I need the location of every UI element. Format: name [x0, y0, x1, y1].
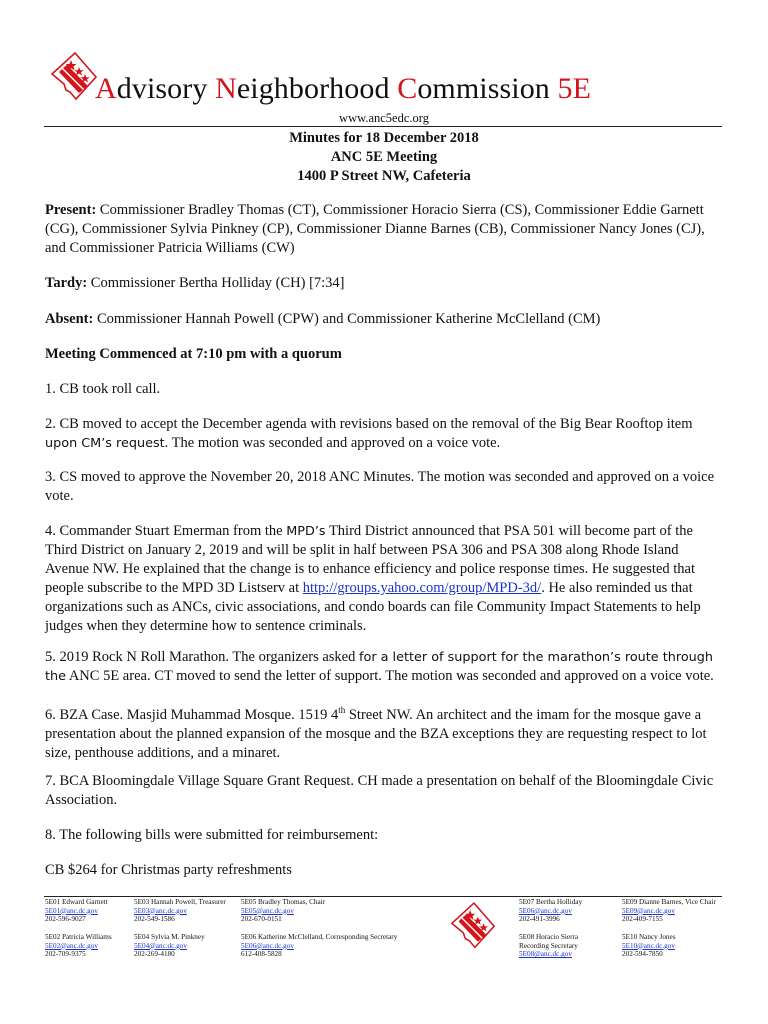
footer-commissioner: 5E09 Dianne Barnes, Vice Chair 5E09@anc.dc.gov 202-409-7155 — [622, 898, 716, 924]
email-link[interactable]: 5E04@anc.dc.gov — [134, 941, 187, 950]
commission-title: Advisory Neighborhood Commission 5E — [95, 72, 592, 105]
email-link[interactable]: 5E05@anc.dc.gov — [241, 906, 294, 915]
item-5: 5. 2019 Rock N Roll Marathon. The organizers asked for a letter of support for the marathon’s route through the ANC 5E area. CT moved to send the letter of support. The motion was seconded and approved on a voice vote. — [45, 649, 714, 684]
email-link[interactable]: 5E03@anc.dc.gov — [134, 906, 187, 915]
email-link[interactable]: 5E09@anc.dc.gov — [622, 906, 675, 915]
item-6: 6. BZA Case. Masjid Muhammad Mosque. 1519 4th Street NW. An architect and the imam for the mosque gave a presentation about the planned expansion of the mosque and the BZA exceptions they are requesting respect to lot size, penthouse additions, and a minaret. — [45, 705, 707, 761]
item-7: 7. BCA Bloomingdale Village Square Grant Request. CH made a presentation on behalf of the Bloomingdale Civic Association. — [45, 773, 714, 808]
footer-commissioner: 5E04 Sylvia M. Pinkney 5E04@anc.dc.gov 202-269-4180 — [134, 933, 205, 959]
bill-item: CB $264 for Christmas party refreshments — [45, 862, 292, 878]
meeting-name: ANC 5E Meeting — [330, 149, 438, 165]
tardy-paragraph: Tardy: Commissioner Bertha Holliday (CH) [7:34] — [45, 275, 345, 291]
footer-commissioner: 5E02 Patricia Williams 5E02@anc.dc.gov 202-709-9375 — [45, 933, 112, 959]
email-link[interactable]: 5E06@anc.dc.gov — [241, 941, 294, 950]
item-1: 1. CB took roll call. — [45, 381, 161, 397]
minutes-title: Minutes for 18 December 2018 — [289, 130, 479, 146]
footer-commissioner: 5E03 Hannah Powell, Treasurer 5E03@anc.dc.gov 202-549-1586 — [134, 898, 226, 924]
footer-commissioner: 5E10 Nancy Jones 5E10@anc.dc.gov 202-594-7850 — [622, 933, 676, 959]
email-link[interactable]: 5E01@anc.dc.gov — [45, 906, 98, 915]
dc-flag-map-logo — [48, 52, 100, 112]
meeting-commenced: Meeting Commenced at 7:10 pm with a quorum — [45, 346, 342, 362]
item-4: 4. Commander Stuart Emerman from the MPD’s Third District announced that PSA 501 will become part of the Third District on January 2, 2019 and will be split in half between PSA 306 and PSA 308 along Rhode Island Avenue NW. He explained that the change is to enhance efficiency and police response times. He suggested that people subscribe to the MPD 3D Listserv at http://groups.yahoo.com/group/MPD-3d/. He also reminded us that organizations such as ANCs, civic associations, and condo boards can file Community Impact Statements to help judges when they determine how to sentence criminals. — [45, 523, 701, 634]
item-2: 2. CB moved to accept the December agenda with revisions based on the removal of the Big Bear Rooftop item upon CM’s request. The motion was seconded and approved on a voice vote. — [45, 416, 693, 451]
email-link[interactable]: 5E08@anc.dc.gov — [519, 950, 572, 959]
dc-flag-map-logo-small — [448, 902, 498, 960]
footer-commissioner: 5E06 Katherine McClelland, Corresponding Secretary 5E06@anc.dc.gov 612-408-5828 — [241, 933, 398, 959]
email-link[interactable]: 5E02@anc.dc.gov — [45, 941, 98, 950]
header-divider — [44, 126, 722, 127]
footer-divider — [44, 896, 722, 897]
footer-commissioner: 5E01 Edward Garnett 5E01@anc.dc.gov 202-596-9027 — [45, 898, 108, 924]
absent-paragraph: Absent: Commissioner Hannah Powell (CPW) and Commissioner Katherine McClelland (CM) — [45, 311, 601, 327]
mpd-listserv-link[interactable]: http://groups.yahoo.com/group/MPD-3d/ — [302, 580, 542, 596]
email-link[interactable]: 5E10@anc.dc.gov — [622, 941, 675, 950]
footer-commissioner: 5E05 Bradley Thomas, Chair 5E05@anc.dc.gov 202-670-0151 — [241, 898, 326, 924]
present-paragraph: Present: Commissioner Bradley Thomas (CT), Commissioner Horacio Sierra (CS), Commissioner Eddie Garnett (CG), Commissioner Sylvia Pinkney (CP), Commissioner Dianne Barnes (CB), Commissioner Nancy Jones (CJ), and Commissioner Patricia Williams (CW) — [45, 202, 705, 256]
footer-commissioner: 5E07 Bertha Holliday 5E06@anc.dc.gov 202-491-3996 — [519, 898, 583, 924]
item-3: 3. CS moved to approve the November 20, 2018 ANC Minutes. The motion was seconded and approved on a voice vote. — [45, 469, 715, 504]
email-link[interactable]: 5E06@anc.dc.gov — [519, 906, 572, 915]
footer-commissioner: 5E08 Horacio Sierra Recording Secretary 5E08@anc.dc.gov — [519, 933, 579, 959]
meeting-location: 1400 P Street NW, Cafeteria — [297, 168, 471, 184]
item-8: 8. The following bills were submitted for reimbursement: — [45, 827, 379, 843]
website-url[interactable]: www.anc5edc.org — [339, 111, 429, 125]
